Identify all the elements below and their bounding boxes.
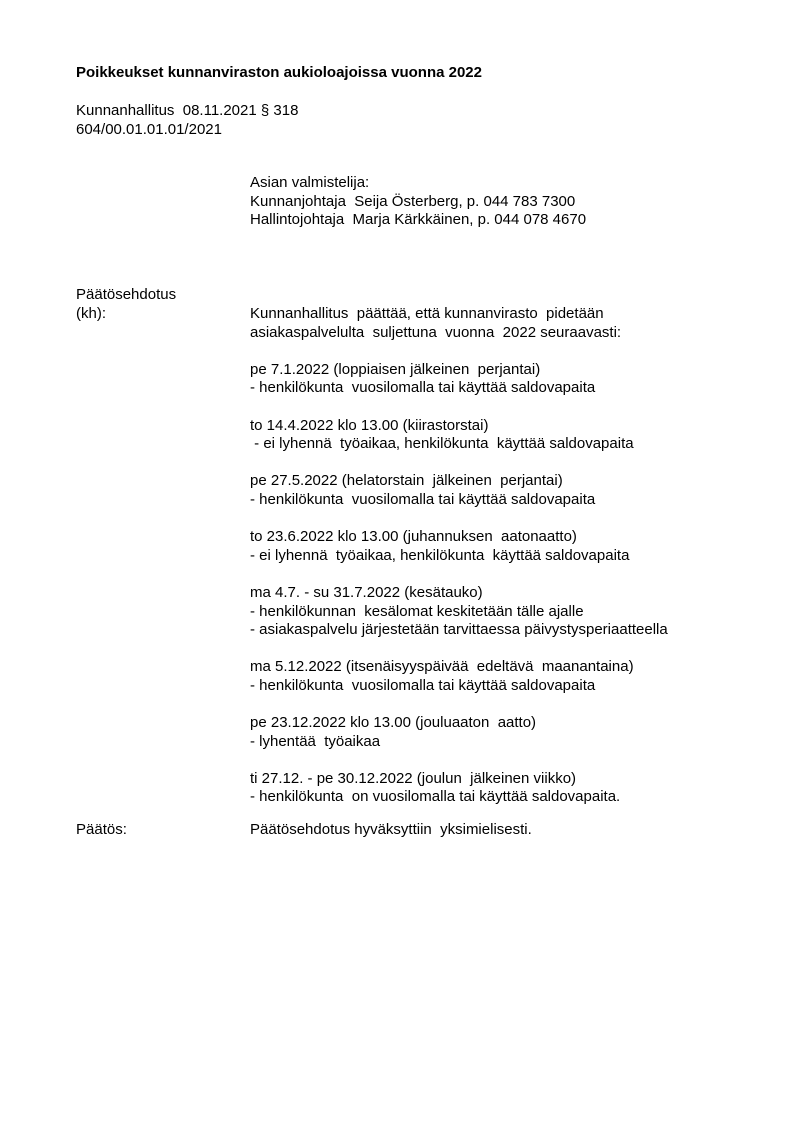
schedule-item-date: pe 7.1.2022 (loppiaisen jälkeinen perjantai) [250,360,541,378]
proposal-intro-line: Kunnanhallitus päättää, että kunnanvirasto pidetään [250,305,604,322]
schedule-item-detail: - henkilökunta on vuosilomalla tai käyttää saldovapaita. [250,788,621,806]
proposal-label-kh: (kh): [76,305,106,322]
proposal-body [250,305,770,807]
schedule-item-detail: - ei lyhennä työaikaa, henkilökunta käyttää saldovapaita [250,546,630,564]
decision-text: Päätösehdotus hyväksyttiin yksimielisesti. [250,821,532,838]
meta-diary-number: 604/00.01.01.01/2021 [76,120,222,138]
proposal-intro [250,305,770,342]
decision-row [76,821,532,840]
schedule-item-detail: - henkilökunta vuosilomalla tai käyttää saldovapaita [250,379,596,397]
meta-board-line: Kunnanhallitus 08.11.2021 § 318 [76,102,299,119]
schedule-item-date: to 14.4.2022 klo 13.00 (kiirastorstai) [250,416,489,434]
page-title: Poikkeukset kunnanviraston aukioloajoissa vuonna 2022 [76,64,482,81]
schedule-item [250,472,770,509]
schedule-item [250,714,770,751]
schedule-item-date: ma 5.12.2022 (itsenäisyyspäivää edeltävä maanantaina) [250,658,634,676]
schedule-item [250,361,770,398]
schedule-item-detail: - lyhentää työaikaa [250,732,381,750]
preparers-block [250,174,586,230]
decision-label: Päätös: [76,821,127,838]
schedule-item-detail: - ei lyhennä työaikaa, henkilökunta käyttää saldovapaita [250,435,634,453]
schedule-item [250,770,770,807]
schedule-item-date: to 23.6.2022 klo 13.00 (juhannuksen aatonaatto) [250,528,577,546]
schedule-item-detail: - asiakaspalvelu järjestetään tarvittaessa päivystysperiaatteella [250,621,668,639]
schedule-item-date: pe 23.12.2022 klo 13.00 (jouluaaton aatto) [250,714,537,732]
schedule-item-date: pe 27.5.2022 (helatorstain jälkeinen perjantai) [250,472,563,490]
schedule-item-date: ti 27.12. - pe 30.12.2022 (joulun jälkeinen viikko) [250,769,577,787]
schedule-item [250,658,770,695]
schedule-item-detail: - henkilökunnan kesälomat keskitetään tälle ajalle [250,602,584,620]
meta-block [76,102,298,139]
schedule-item [250,417,770,454]
schedule-item-date: ma 4.7. - su 31.7.2022 (kesätauko) [250,583,483,601]
schedule-item-detail: - henkilökunta vuosilomalla tai käyttää saldovapaita [250,676,596,694]
preparers-heading: Asian valmistelija: [250,174,370,191]
schedule-item [250,528,770,565]
proposal-label: Päätösehdotus [76,286,177,303]
preparer-line: Kunnanjohtaja Seija Österberg, p. 044 783 7300 [250,192,576,210]
schedule-item [250,584,770,640]
preparer-line: Hallintojohtaja Marja Kärkkäinen, p. 044 078 4670 [250,211,587,229]
proposal-intro-line: asiakaspalvelulta suljettuna vuonna 2022 seuraavasti: [250,323,622,341]
schedule-item-detail: - henkilökunta vuosilomalla tai käyttää saldovapaita [250,490,596,508]
